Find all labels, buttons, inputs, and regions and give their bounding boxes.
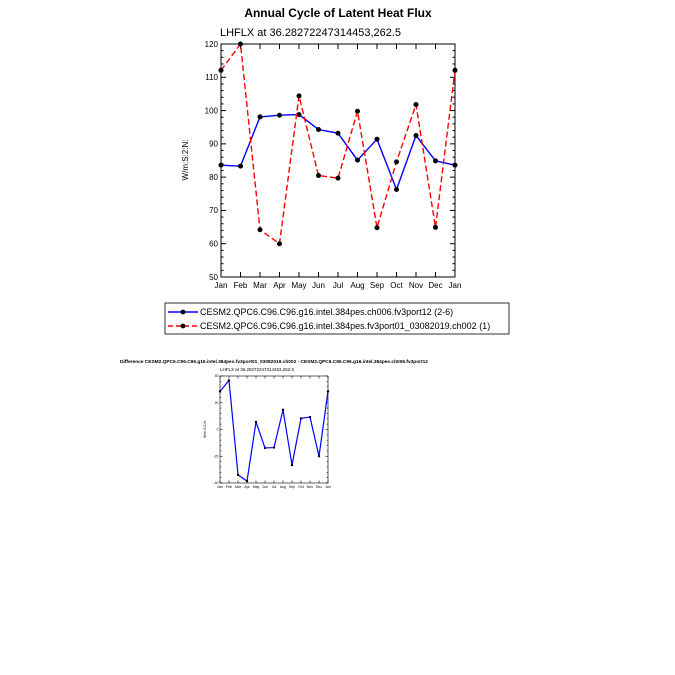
main-chart <box>181 6 461 290</box>
main-chart-series-1-point <box>414 133 419 138</box>
legend-label-series-2: CESM2.QPC6.C96.C96.g16.intel.384pes.fv3port01_03082019.ch002 (1) <box>200 321 491 331</box>
main-chart-series-2-point <box>258 227 263 232</box>
difference-chart-series-1-point <box>291 464 293 466</box>
difference-chart-series-1-point <box>327 390 329 392</box>
main-chart-series-2-point <box>453 68 458 73</box>
main-chart-series-1-point <box>336 131 341 136</box>
difference-chart-xtick-label: Jan <box>217 484 223 489</box>
difference-chart-series-1-point <box>228 379 230 381</box>
main-chart-series-1-point <box>277 113 282 118</box>
main-chart-series-1-point <box>238 164 243 169</box>
difference-chart-series-1-point <box>237 474 239 476</box>
main-chart-ytick-label: 110 <box>205 73 218 83</box>
main-chart-subtitle: LHFLX at 36.28272247314453,262.5 <box>220 27 402 39</box>
difference-chart-series-1-point <box>309 416 311 418</box>
main-chart-xtick-label: Aug <box>350 281 365 291</box>
difference-chart-series-1-point <box>246 480 248 482</box>
difference-chart-xtick-label: Dec <box>315 484 323 489</box>
main-chart-xtick-label: Jun <box>312 281 325 291</box>
main-chart-series-2-point <box>297 93 302 98</box>
difference-chart-plot-frame <box>220 376 328 483</box>
main-chart-xtick-label: Mar <box>253 281 267 291</box>
main-chart-xtick-label: Nov <box>408 281 424 291</box>
main-chart-series-1-point <box>375 137 380 142</box>
main-chart-series-2-line <box>221 44 455 244</box>
main-chart-series-2-point <box>277 241 282 246</box>
main-chart-xtick-label: Oct <box>390 281 403 291</box>
difference-chart-subtitle: LHFLX at 36.28272247314453,262.5 <box>220 367 295 372</box>
main-chart-series-2-point <box>238 42 243 47</box>
main-chart-xtick-label: Jan <box>448 281 462 291</box>
difference-chart-xtick-label: Jun <box>262 484 268 489</box>
difference-chart-series-1-point <box>264 447 266 449</box>
difference-chart-series-1-point <box>300 417 302 419</box>
difference-chart-xtick-label: Feb <box>225 484 233 489</box>
difference-chart-xtick-label: Aug <box>279 484 287 489</box>
difference-chart-series-1-point <box>282 409 284 411</box>
main-chart-series-1-point <box>355 158 360 163</box>
main-chart-series-2-point <box>219 68 224 73</box>
legend-marker-series-1 <box>181 310 186 315</box>
main-chart-series-1-point <box>394 187 399 192</box>
main-chart-ylabel: W/m:S:2:N: <box>181 139 190 181</box>
main-chart-series-2-point <box>316 173 321 178</box>
legend-label-series-1: CESM2.QPC6.C96.C96.g16.intel.384pes.ch006.fv3port12 (2-6) <box>200 307 454 317</box>
difference-chart-xtick-label: Oct <box>298 484 304 489</box>
difference-chart-series-1-point <box>219 390 221 392</box>
difference-chart-ytick-label: 40 <box>214 374 219 379</box>
main-chart-series-2-point <box>375 225 380 230</box>
difference-chart-xtick-label: Jan <box>325 484 331 489</box>
main-chart-series-2-point <box>433 225 438 230</box>
main-chart-xtick-label: Jan <box>214 281 228 291</box>
main-chart-xtick-label: Sep <box>369 281 385 291</box>
main-chart-title: Annual Cycle of Latent Heat Flux <box>244 6 432 20</box>
main-chart-series-1-point <box>258 114 263 119</box>
difference-chart-xtick-label: May <box>252 484 260 489</box>
main-chart-xtick-label: Jul <box>332 281 344 291</box>
main-chart-series-1-point <box>297 112 302 117</box>
difference-chart-xtick-label: Sep <box>288 484 296 489</box>
difference-chart-xtick-label: Nov <box>306 484 314 489</box>
difference-chart-ytick-label: -20 <box>213 454 219 459</box>
difference-chart-xtick-label: Apr <box>244 484 250 489</box>
main-chart-series-2-point <box>336 176 341 181</box>
main-chart-ytick-label: 90 <box>209 139 218 149</box>
difference-chart-ytick-label: 0 <box>216 427 219 432</box>
difference-chart-ytick-label: -40 <box>213 481 219 486</box>
legend-marker-series-2 <box>181 324 186 329</box>
difference-chart-xtick-label: Mar <box>234 484 242 489</box>
main-chart-series-1-point <box>219 163 224 168</box>
main-chart-series-1-point <box>433 158 438 163</box>
main-chart-series-2-point <box>394 159 399 164</box>
main-chart-ytick-label: 100 <box>204 106 218 116</box>
main-chart-ytick-label: 50 <box>209 272 218 282</box>
legend <box>165 303 509 334</box>
difference-chart-ytick-label: 20 <box>214 400 219 405</box>
main-chart-xtick-label: May <box>291 281 307 291</box>
difference-chart <box>120 359 428 489</box>
main-chart-xtick-label: Apr <box>273 281 286 291</box>
difference-chart-series-1-line <box>220 380 328 481</box>
difference-chart-series-1-point <box>318 455 320 457</box>
main-chart-xtick-label: Feb <box>233 281 248 291</box>
main-chart-series-2-point <box>414 102 419 107</box>
difference-chart-series-1-point <box>255 421 257 423</box>
main-chart-series-1-point <box>316 127 321 132</box>
difference-chart-series-1-point <box>273 446 275 448</box>
main-chart-series-1-point <box>453 163 458 168</box>
difference-chart-ylabel: W/m:S:2:N: <box>203 420 207 438</box>
main-chart-ytick-label: 60 <box>209 239 218 249</box>
main-chart-plot-frame <box>221 44 455 277</box>
main-chart-xtick-label: Dec <box>428 281 443 291</box>
main-chart-ytick-label: 120 <box>204 39 218 49</box>
main-chart-ytick-label: 80 <box>209 172 218 182</box>
main-chart-ytick-label: 70 <box>209 206 218 216</box>
main-chart-series-2-point <box>355 109 360 114</box>
difference-chart-xtick-label: Jul <box>271 484 277 489</box>
difference-chart-title: Difference CESM2.QPC6.C96.C96.g16.intel.384pes.fv3port01_03082019.ch002 - CESM2.QPC6.C96.C96.g16.intel.384pes.ch006.fv3port12 <box>120 360 428 365</box>
